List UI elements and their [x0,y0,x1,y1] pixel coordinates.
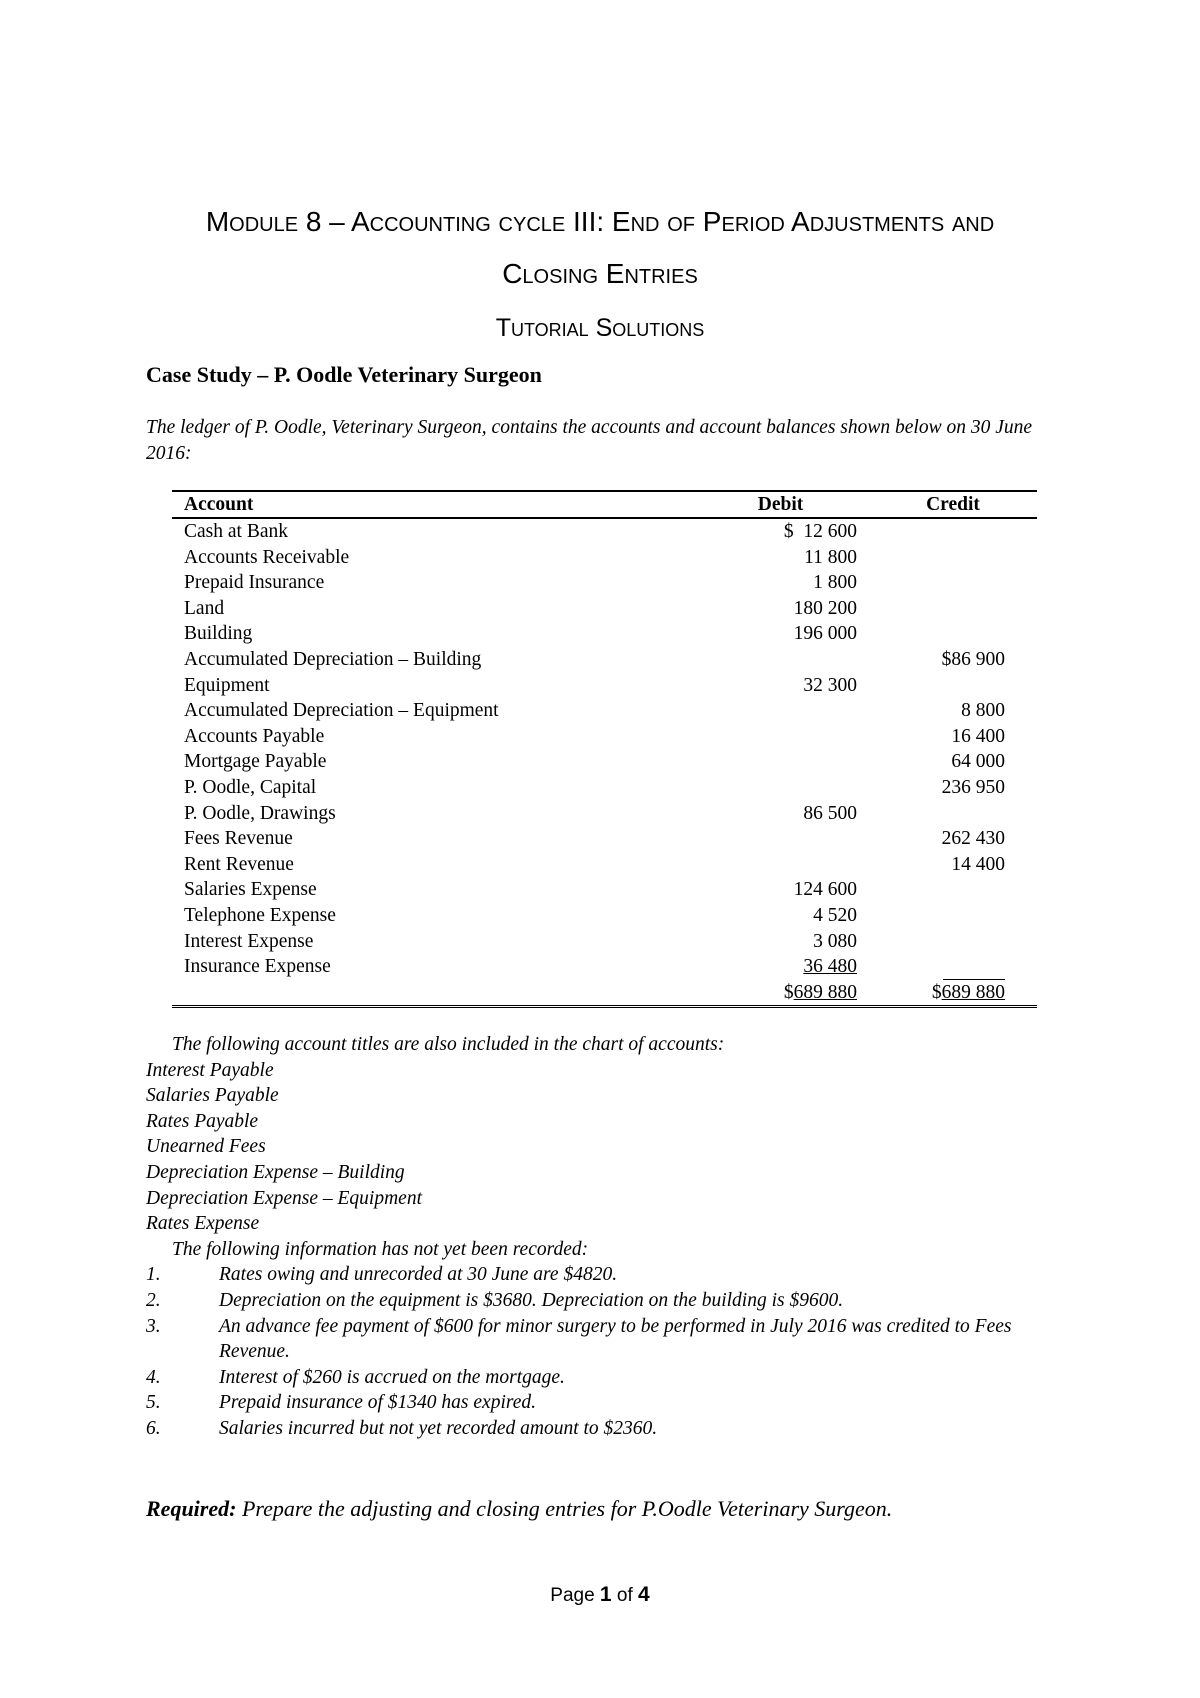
debit-value: 86 500 [803,802,857,824]
table-row [172,954,1037,980]
debit-cell [692,621,857,647]
account-cell: Rent Revenue [184,853,294,875]
debit-value: 1 800 [813,572,857,594]
credit-cell [857,826,1037,852]
chart-of-accounts-section [146,1032,1076,1442]
table-row [172,545,1037,571]
total-label-cell [172,980,692,1007]
credit-cell [857,929,1037,955]
credit-value: 262 430 [941,828,1005,850]
account-cell: Telephone Expense [184,904,336,926]
debit-cell [692,724,857,750]
credit-cell [857,518,1037,545]
account-cell: Fees Revenue [184,828,293,850]
account-title-item: Rates Payable [146,1110,259,1132]
account-cell: Accumulated Depreciation – Building [184,648,482,670]
debit-value: 32 300 [803,674,857,696]
credit-cell [857,596,1037,622]
table-row [172,801,1037,827]
required-instruction [146,1496,1096,1522]
chart-of-accounts-list [146,1058,1076,1237]
credit-column-header: Credit [857,491,1037,518]
trial-balance-body [172,518,1037,1007]
credit-value: 64 000 [951,751,1005,773]
credit-cell [857,673,1037,699]
credit-total-cell [857,980,1037,1007]
table-row [172,698,1037,724]
credit-cell [857,903,1037,929]
debit-cell [692,570,857,596]
debit-value: 3 080 [813,930,857,952]
credit-total-prefix: $ [931,981,942,1003]
item-number: 1. [146,1264,161,1286]
trial-balance-table [172,490,1037,1008]
debit-value: 196 000 [793,623,857,645]
account-cell: P. Oodle, Drawings [184,802,336,824]
credit-total-value: 689 880 [941,981,1005,1003]
table-row [172,929,1037,955]
table-row [172,621,1037,647]
debit-value: 36 480 [803,956,857,978]
debit-total-cell [692,980,857,1007]
account-title-item: Depreciation Expense – Building [146,1161,405,1183]
account-cell: Accounts Receivable [184,546,350,568]
debit-cell [692,518,857,545]
account-cell: Accumulated Depreciation – Equipment [184,700,499,722]
table-row [172,749,1037,775]
account-cell: Prepaid Insurance [184,572,325,594]
debit-value: 11 800 [804,546,857,568]
item-text: Rates owing and unrecorded at 30 June are $4820. [219,1264,618,1286]
required-label: Required: [146,1496,237,1521]
account-title-item: Rates Expense [146,1213,260,1235]
debit-cell [692,801,857,827]
unrecorded-lead: The following information has not yet been recorded: [172,1238,589,1260]
credit-total [890,980,1005,1006]
debit-value: 4 520 [813,904,857,926]
debit-cell [692,545,857,571]
credit-cell [857,852,1037,878]
account-title-item: Salaries Payable [146,1085,279,1107]
debit-cell [692,749,857,775]
chart-of-accounts-lead: The following account titles are also included in the chart of accounts: [172,1034,725,1055]
account-cell: Accounts Payable [184,725,325,747]
credit-cell [857,954,1037,980]
table-row [172,877,1037,903]
credit-value: 14 400 [951,853,1005,875]
item-number: 3. [146,1315,161,1337]
debit-cell [692,596,857,622]
list-item [146,1365,1076,1391]
credit-value: 16 400 [951,725,1005,747]
debit-cell [692,673,857,699]
item-text: Interest of $260 is accrued on the mortgage. [219,1366,565,1388]
debit-column-header: Debit [692,491,857,518]
debit-value: 180 200 [793,597,857,619]
item-number: 5. [146,1392,161,1414]
page-title-line1: Module 8 – Accounting cycle III: End of Period Adjustments and [205,206,995,237]
account-cell: Interest Expense [184,930,314,952]
account-cell: Building [184,623,253,645]
table-row [172,518,1037,545]
table-header-row [172,491,1037,518]
credit-cell [857,570,1037,596]
credit-cell [857,698,1037,724]
page-subtitle: Tutorial Solutions [495,314,705,342]
page-word: Page [550,1585,595,1606]
credit-subtotal-rule [943,961,1005,980]
credit-cell [857,647,1037,673]
account-title-item: Unearned Fees [146,1136,266,1158]
item-number: 2. [146,1289,161,1311]
debit-cell [692,877,857,903]
credit-cell [857,724,1037,750]
debit-total-value: 689 880 [793,981,857,1003]
account-cell: P. Oodle, Capital [184,776,317,798]
credit-cell [857,621,1037,647]
table-row [172,570,1037,596]
debit-cell [692,929,857,955]
list-item [146,1314,1076,1365]
table-row [172,852,1037,878]
credit-value: 236 950 [941,776,1005,798]
case-study-intro: The ledger of P. Oodle, Veterinary Surgeon, contains the accounts and account balances shown below on 30 June 2016: [146,417,1033,464]
debit-value: 124 600 [793,879,857,901]
credit-value: 8 800 [961,700,1005,722]
table-row [172,775,1037,801]
account-title-item: Depreciation Expense – Equipment [146,1187,422,1209]
total-pages: 4 [638,1583,650,1606]
debit-total [737,980,857,1006]
debit-cell [692,647,857,673]
page-footer [0,1583,1200,1607]
total-row [172,980,1037,1007]
debit-cell [692,826,857,852]
account-cell: Salaries Expense [184,879,317,901]
account-cell: Mortgage Payable [184,751,327,773]
account-cell: Equipment [184,674,270,696]
credit-cell [857,749,1037,775]
of-word: of [616,1585,633,1606]
item-text: Prepaid insurance of $1340 has expired. [219,1392,537,1414]
debit-cell [692,903,857,929]
debit-total-prefix: $ [783,981,794,1003]
table-row [172,647,1037,673]
table-row [172,673,1037,699]
account-title-item: Interest Payable [146,1059,274,1081]
item-text: Salaries incurred but not yet recorded amount to $2360. [219,1417,658,1439]
list-item [146,1390,1076,1416]
list-item [146,1416,1076,1442]
credit-cell [857,775,1037,801]
credit-value: $86 900 [941,648,1005,670]
debit-cell [692,698,857,724]
case-study-heading: Case Study – P. Oodle Veterinary Surgeon [146,362,542,387]
table-row [172,596,1037,622]
required-text: Prepare the adjusting and closing entries for P.Oodle Veterinary Surgeon. [236,1496,893,1521]
unrecorded-items-list [146,1262,1076,1441]
table-row [172,903,1037,929]
account-column-header: Account [172,491,692,518]
list-item [146,1262,1076,1288]
credit-cell [857,801,1037,827]
item-text: Depreciation on the equipment is $3680. Depreciation on the building is $9600. [219,1289,844,1311]
item-number: 4. [146,1366,161,1388]
debit-cell [692,775,857,801]
page-number: 1 [599,1583,612,1606]
credit-cell [857,877,1037,903]
account-cell: Insurance Expense [184,956,331,978]
item-text: An advance fee payment of $600 for minor surgery to be performed in July 2016 was credited to Fees Revenue. [219,1315,1012,1363]
account-cell: Cash at Bank [184,521,288,542]
debit-cell [692,852,857,878]
list-item [146,1288,1076,1314]
debit-cell [692,954,857,980]
table-row [172,724,1037,750]
table-row [172,826,1037,852]
debit-value: $ 12 600 [783,521,857,542]
item-number: 6. [146,1417,161,1439]
credit-cell [857,545,1037,571]
account-cell: Land [184,597,225,619]
page-title-line2: Closing Entries [502,258,698,289]
